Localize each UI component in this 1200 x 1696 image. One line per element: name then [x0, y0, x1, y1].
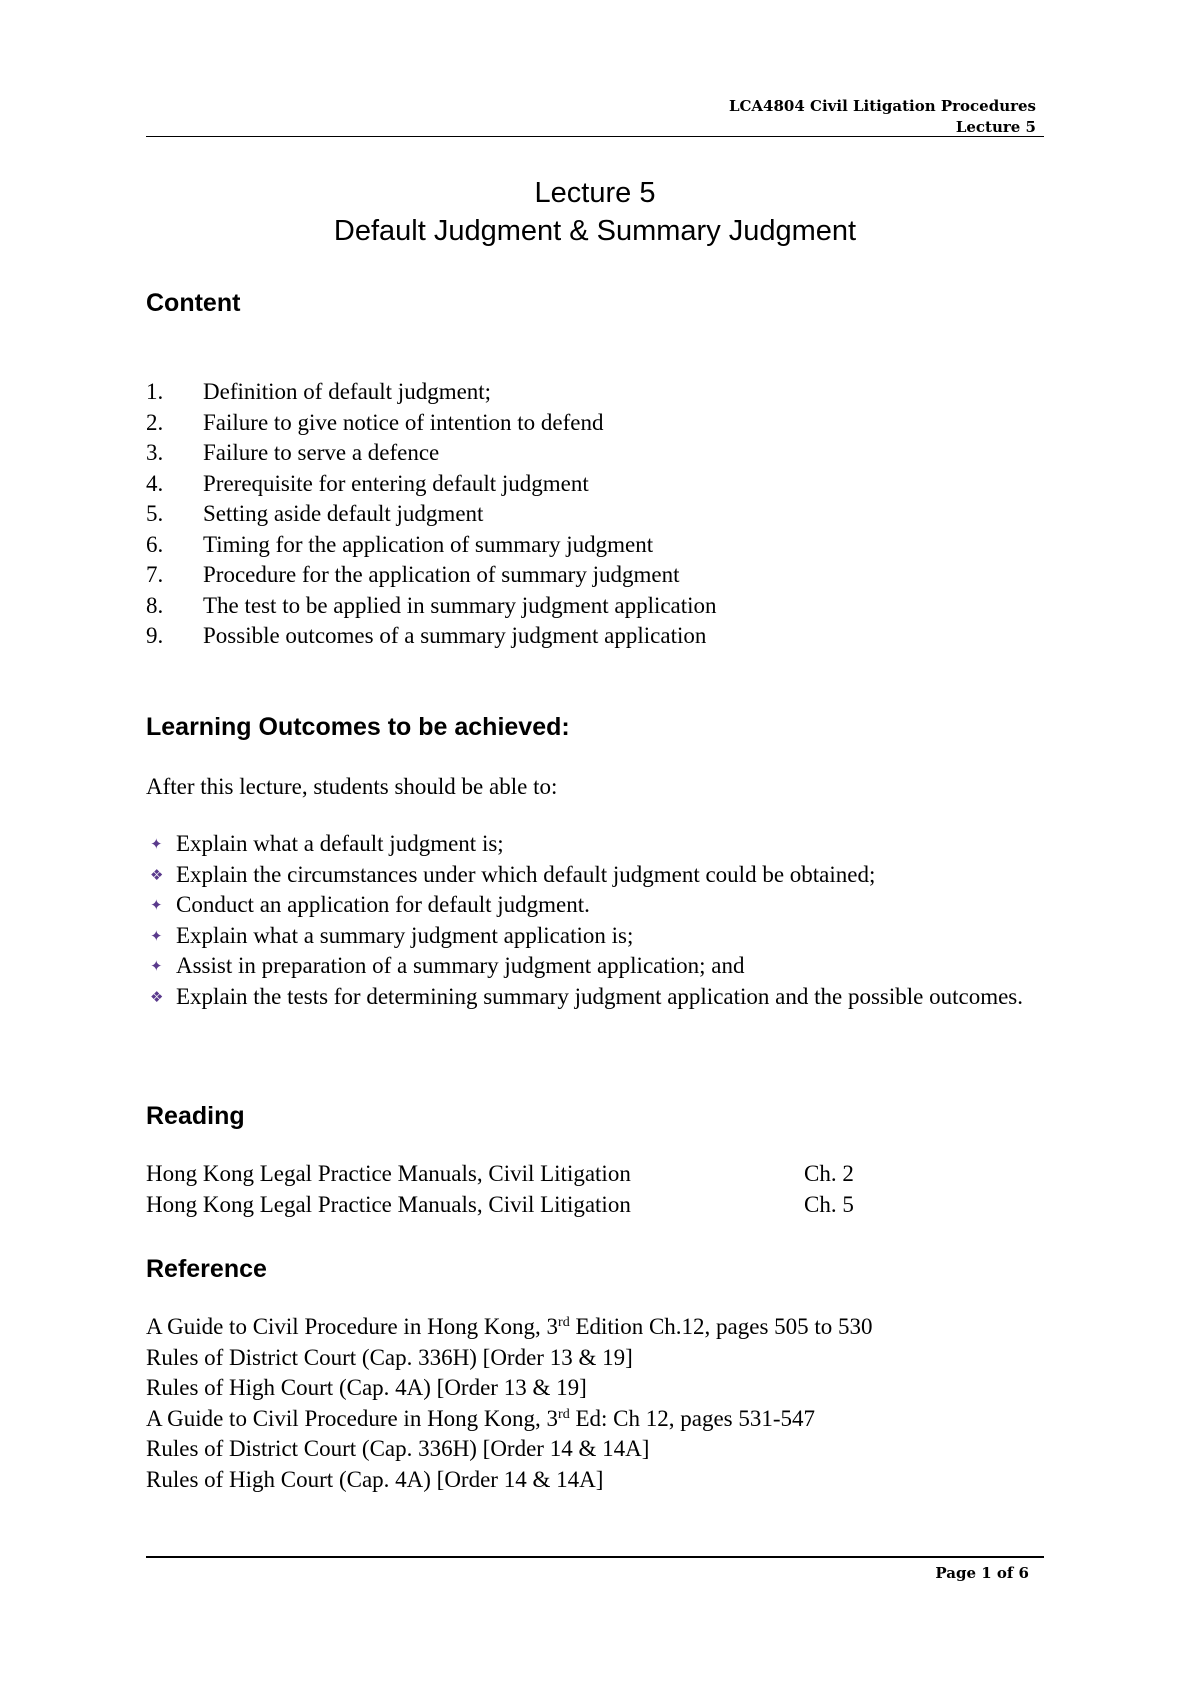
- list-item: [146, 530, 1044, 561]
- list-text: Explain what a default judgment is;: [176, 831, 504, 856]
- outcomes-intro: After this lecture, students should be able to:: [146, 774, 558, 799]
- list-text: Explain the tests for determining summary judgment application and the possible outcomes.: [176, 983, 1023, 1009]
- four-point-star-icon: ✦: [150, 926, 163, 945]
- list-number: 8.: [146, 592, 164, 618]
- list-item: Rules of District Court (Cap. 336H) [Order 14 & 14A]: [146, 1436, 650, 1461]
- list-item: [146, 591, 1044, 622]
- list-text: Definition of default judgment;: [203, 379, 492, 404]
- reading-source: Hong Kong Legal Practice Manuals, Civil Litigation: [146, 1161, 631, 1186]
- list-number: 1.: [146, 379, 164, 404]
- reading-chapter: Ch. 5: [804, 1191, 854, 1217]
- title-line-1: Lecture 5: [534, 177, 656, 209]
- header-lecture: Lecture 5: [955, 118, 1036, 136]
- reference-list: [146, 1312, 1044, 1495]
- reading-chapter: Ch. 2: [804, 1161, 854, 1186]
- list-item: [146, 408, 1044, 439]
- list-number: 7.: [146, 562, 164, 587]
- list-text: Failure to give notice of intention to defend: [203, 409, 604, 435]
- page-title: [146, 174, 1044, 250]
- reference-heading: Reference: [146, 1255, 267, 1283]
- diamond-bullet-icon: ❖: [150, 987, 164, 1006]
- header-course: LCA4804 Civil Litigation Procedures: [728, 97, 1036, 115]
- list-item: [146, 921, 1058, 952]
- list-item: [146, 560, 1044, 591]
- page-number: Page 1 of 6: [935, 1564, 1029, 1582]
- table-row: [146, 1159, 1044, 1190]
- list-item: Rules of District Court (Cap. 336H) [Order 13 & 19]: [146, 1344, 633, 1370]
- list-text: The test to be applied in summary judgment application: [203, 592, 717, 618]
- list-text: Assist in preparation of a summary judgment application; and: [176, 953, 745, 978]
- list-item: [146, 829, 1058, 860]
- list-item: [146, 860, 1058, 891]
- list-item: [146, 982, 1058, 1013]
- list-text: Procedure for the application of summary judgment: [203, 562, 680, 587]
- list-item: Rules of High Court (Cap. 4A) [Order 14 & 14A]: [146, 1466, 604, 1492]
- learning-outcomes-heading: Learning Outcomes to be achieved:: [146, 713, 570, 741]
- list-item: [146, 499, 1044, 530]
- list-text: Conduct an application for default judgment.: [176, 892, 590, 917]
- list-item: [146, 951, 1058, 982]
- four-point-star-icon: ✦: [150, 957, 163, 975]
- header-rule: [146, 136, 1044, 137]
- list-number: 5.: [146, 501, 164, 526]
- list-text: Explain the circumstances under which default judgment could be obtained;: [176, 861, 876, 887]
- list-text: Explain what a summary judgment application is;: [176, 922, 634, 948]
- reading-table: [146, 1159, 1044, 1220]
- list-text: Failure to serve a defence: [203, 440, 440, 465]
- list-item: [146, 377, 1044, 408]
- outcomes-list: [146, 829, 1058, 1012]
- list-item: A Guide to Civil Procedure in Hong Kong, 3rd Ed: Ch 12, pages 531-547: [146, 1405, 816, 1431]
- title-line-2: Default Judgment & Summary Judgment: [333, 215, 857, 247]
- list-item: A Guide to Civil Procedure in Hong Kong, 3rd Edition Ch.12, pages 505 to 530: [146, 1314, 873, 1339]
- list-text: Prerequisite for entering default judgment: [203, 470, 589, 496]
- list-text: Timing for the application of summary judgment: [203, 531, 654, 557]
- running-header: [146, 96, 1044, 138]
- list-number: 3.: [146, 440, 164, 465]
- list-item: [146, 621, 1044, 652]
- list-number: 9.: [146, 623, 164, 648]
- list-number: 4.: [146, 470, 164, 496]
- list-number: 6.: [146, 531, 164, 557]
- four-point-star-icon: ✦: [150, 896, 163, 914]
- content-heading: Content: [146, 289, 241, 317]
- diamond-bullet-icon: ❖: [150, 865, 164, 884]
- reading-heading: Reading: [146, 1102, 245, 1130]
- list-item: [146, 438, 1044, 469]
- content-list: [146, 377, 1044, 652]
- four-point-star-icon: ✦: [150, 835, 163, 853]
- footer-rule: [146, 1556, 1044, 1558]
- list-item: [146, 469, 1044, 500]
- list-text: Setting aside default judgment: [203, 501, 484, 526]
- list-text: Possible outcomes of a summary judgment application: [203, 623, 707, 648]
- reading-source: Hong Kong Legal Practice Manuals, Civil Litigation: [146, 1191, 631, 1217]
- list-number: 2.: [146, 409, 164, 435]
- table-row: [146, 1190, 1044, 1221]
- list-item: Rules of High Court (Cap. 4A) [Order 13 & 19]: [146, 1375, 587, 1400]
- list-item: [146, 890, 1058, 921]
